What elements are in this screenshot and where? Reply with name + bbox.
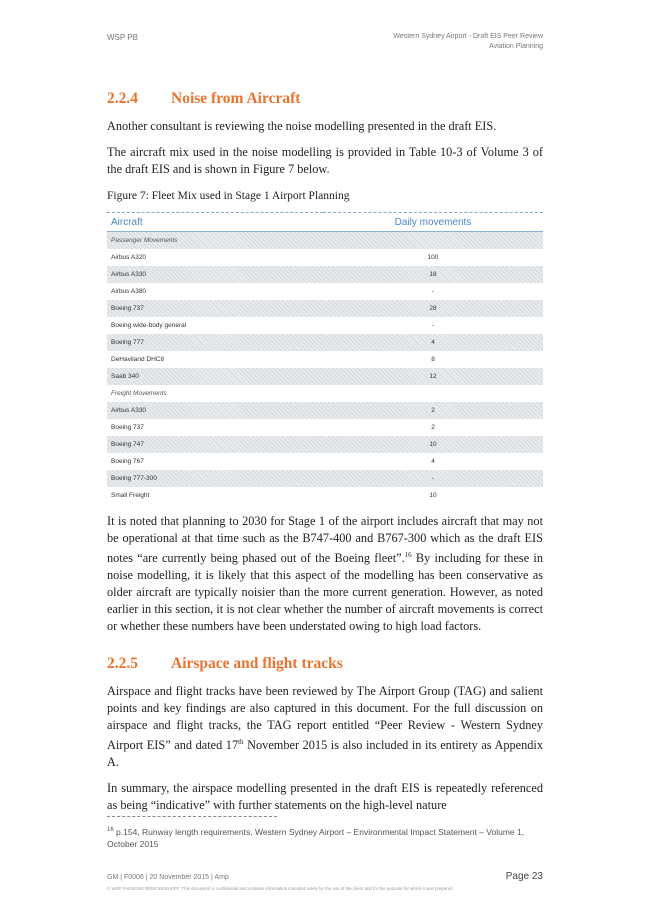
aircraft-cell: Boeing 737 (111, 424, 144, 431)
aircraft-cell: Airbus A320 (111, 254, 147, 261)
table-row (107, 266, 543, 283)
header-chapter: Aviation Planning (489, 43, 543, 50)
table-row (107, 351, 543, 368)
table-row (107, 402, 543, 419)
footnote (107, 824, 543, 850)
aircraft-cell: Airbus A330 (107, 266, 323, 283)
aircraft-cell: Boeing 777 (107, 334, 323, 351)
header-report-title: Western Sydney Airport - Draft EIS Peer Review (393, 33, 543, 40)
aircraft-cell: Boeing 767 (111, 458, 144, 465)
paragraph (107, 683, 543, 771)
movements-cell: 12 (323, 368, 543, 385)
table-row (107, 419, 543, 436)
section-number: 2.2.4 (107, 90, 138, 107)
movements-cell: - (323, 470, 543, 487)
table-row (107, 453, 543, 470)
section-heading-noise (107, 90, 543, 108)
paragraph-text: By including for these in noise modelling, it is likely that this aspect of the modelling has been conservative as older aircraft are typically noisier than the more current generation. However, as noted earlier in this section, it is not clear whether the number of aircraft movements is correct or whether these numbers have been understated owing to high load factors. (107, 551, 543, 634)
aircraft-cell: Passenger Movements (107, 232, 323, 250)
movements-cell: 10 (429, 492, 437, 499)
table-row (107, 436, 543, 453)
paragraph-text: November 2015 is also included in its entirety as Appendix A. (107, 738, 543, 770)
footnote-text: p.154, Runway length requirements, Western Sydney Airport – Environmental Impact Statement – Volume 1, October 2015 (107, 826, 525, 849)
movements-cell: - (431, 322, 435, 329)
movements-cell: 100 (427, 254, 439, 261)
movements-cell: 4 (431, 458, 435, 465)
movements-cell: 28 (323, 300, 543, 317)
aircraft-cell: Boeing 747 (107, 436, 323, 453)
superscript: th (238, 738, 244, 747)
paragraph: The aircraft mix used in the noise modelling is provided in Table 10-3 of Volume 3 of the draft EIS and is shown in Figure 7 below. (107, 145, 543, 176)
aircraft-cell: Small Freight (111, 492, 150, 499)
aircraft-cell: Saab 340 (107, 368, 323, 385)
fleet-mix-table (107, 212, 543, 504)
table-row (107, 300, 543, 317)
page-content (107, 90, 543, 814)
fleet-table-body (107, 232, 543, 505)
aircraft-cell: Airbus A380 (111, 288, 147, 295)
movements-cell (323, 232, 543, 250)
aircraft-cell: Boeing 777-300 (107, 470, 323, 487)
header-left: WSP PB (107, 33, 138, 42)
movements-cell: 2 (431, 424, 435, 431)
paragraph (107, 513, 543, 635)
aircraft-cell: Freight Movements (111, 390, 167, 397)
table-row (107, 487, 543, 504)
footer-doc-info: GM | F0006 | 20 November 2015 | Amp (107, 874, 229, 881)
footnote-rule (107, 816, 277, 817)
paragraph: Another consultant is reviewing the noise modelling presented in the draft EIS. (107, 119, 497, 133)
table-row (107, 368, 543, 385)
movements-cell: 4 (323, 334, 543, 351)
section-title: Airspace and flight tracks (171, 655, 343, 673)
movements-cell: 8 (431, 356, 435, 363)
table-section-row (107, 232, 543, 250)
table-row (107, 283, 543, 300)
table-row (107, 334, 543, 351)
aircraft-cell: Boeing wide-body general (111, 322, 187, 329)
column-header-movements: Daily movements (323, 213, 543, 232)
paragraph: In summary, the airspace modelling presented in the draft EIS is repeatedly referenced as being “indicative” with further statements on the high-level nature (107, 781, 543, 813)
movements-cell: - (431, 288, 435, 295)
aircraft-cell: Airbus A330 (107, 402, 323, 419)
section-number: 2.2.5 (107, 655, 138, 673)
movements-cell: 2 (323, 402, 543, 419)
movements-cell (323, 385, 543, 402)
table-row (107, 470, 543, 487)
aircraft-cell: DeHaviland DHC8 (111, 356, 165, 363)
footnote-number: 16 (107, 827, 114, 833)
section-heading-airspace (107, 655, 543, 673)
table-section-row (107, 385, 543, 402)
page-number: Page 23 (505, 871, 543, 882)
table-row (107, 317, 543, 334)
footer-disclaimer: © WSP PARSONS BRINCKERHOFF. This document is confidential and contains information intended solely for the use of the client and for the purpose for which it was prepared. (107, 886, 454, 891)
movements-cell: 18 (323, 266, 543, 283)
section-title: Noise from Aircraft (171, 90, 301, 107)
header-right (393, 32, 543, 52)
aircraft-cell: Boeing 737 (107, 300, 323, 317)
figure-caption: Figure 7: Fleet Mix used in Stage 1 Airport Planning (107, 190, 350, 202)
footnote-ref: 16 (404, 551, 412, 559)
table-row (107, 249, 543, 266)
paragraph-text: Airspace and flight tracks have been reviewed by The Airport Group (TAG) and salient points and key findings are also captured in this document. For the full discussion on airspace and flight tracks, the TAG report entitled “Peer Review - Western Sydney Airport EIS” and dated 17 (107, 684, 543, 753)
movements-cell: 10 (323, 436, 543, 453)
paragraph-text: It is noted that planning to 2030 for Stage 1 of the airport includes aircraft that may not be operational at that time such as the B747-400 and B767-300 which as the draft EIS notes “are currently being phased out of the Boeing fleet”. (107, 514, 543, 566)
column-header-aircraft: Aircraft (107, 213, 323, 232)
